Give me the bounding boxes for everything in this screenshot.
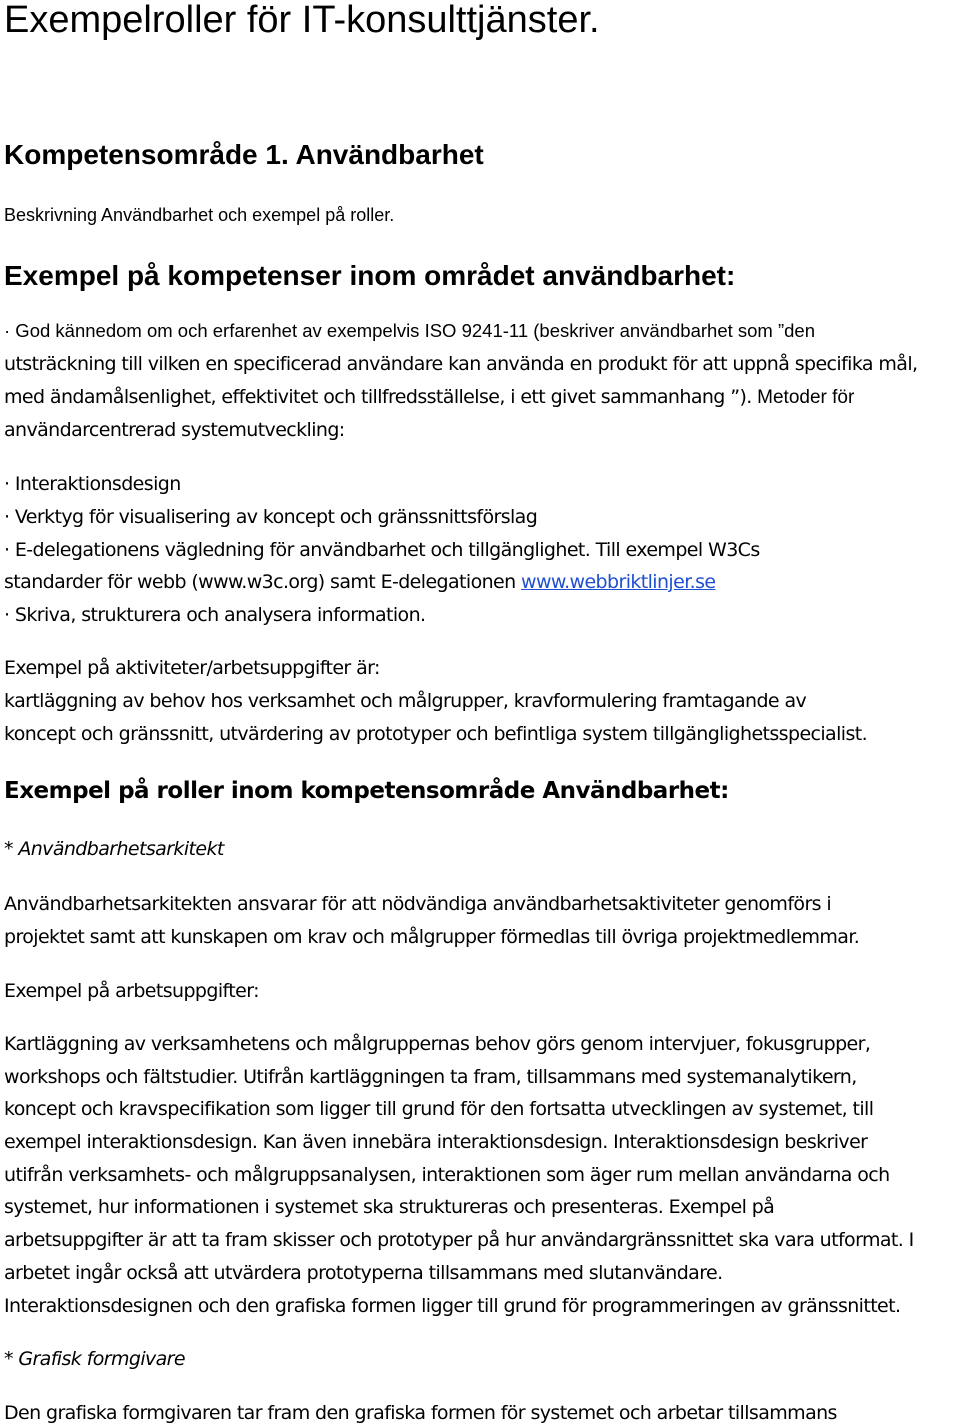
paragraph-line bbox=[4, 385, 854, 411]
tasks-line: exempel interaktionsdesign. Kan även innebära interaktionsdesign. Interaktionsdesign beskriver bbox=[4, 1131, 868, 1153]
role-description-line: projektet samt att kunskapen om krav och målgrupper förmedlas till övriga projektmedlemmar. bbox=[4, 926, 860, 948]
bullet-text: standarder för webb (www.w3c.org) samt E-delegationen bbox=[4, 571, 522, 593]
activities-heading: Exempel på aktiviteter/arbetsuppgifter är: bbox=[4, 657, 380, 679]
tasks-line: arbetet ingår också att utvärdera prototyperna tillsammans med slutanvändare. bbox=[4, 1262, 723, 1284]
tasks-line: Kartläggning av verksamhetens och målgruppernas behov görs genom intervjuer, fokusgrupper, bbox=[4, 1033, 871, 1055]
activities-line: koncept och gränssnitt, utvärdering av prototyper och befintliga system tillgänglighetsspecialist. bbox=[4, 723, 868, 745]
tasks-line: arbetsuppgifter är att ta fram skisser och prototyper på hur användargränssnittet ska vara utformat. I bbox=[4, 1229, 914, 1251]
tasks-line: systemet, hur informationen i systemet ska struktureras och presenteras. Exempel på bbox=[4, 1196, 775, 1218]
activities-line: kartläggning av behov hos verksamhet och målgrupper, kravformulering framtagande av bbox=[4, 690, 807, 712]
document-title: Exempelroller för IT-konsulttjänster. bbox=[4, 0, 600, 41]
paragraph-text: Metoder för bbox=[757, 387, 855, 408]
tasks-heading: Exempel på arbetsuppgifter: bbox=[4, 980, 259, 1002]
tasks-line: koncept och kravspecifikation som ligger till grund för den fortsatta utvecklingen av systemet, till bbox=[4, 1098, 874, 1120]
bullet-item: · Skriva, strukturera och analysera information. bbox=[4, 604, 426, 626]
paragraph-line: användarcentrerad systemutveckling: bbox=[4, 419, 345, 441]
paragraph-line: · God kännedom om och erfarenhet av exempelvis ISO 9241-11 (beskriver användbarhet som ”den bbox=[4, 320, 816, 341]
competence-heading: Exempel på kompetenser inom området användbarhet: bbox=[4, 260, 736, 291]
role-name: * Användbarhetsarkitekt bbox=[4, 838, 224, 860]
section-heading: Kompetensområde 1. Användbarhet bbox=[4, 139, 484, 170]
bullet-item: · Verktyg för visualisering av koncept och gränssnittsförslag bbox=[4, 506, 538, 528]
paragraph-line: utsträckning till vilken en specificerad användare kan använda en produkt för att uppnå specifika mål, bbox=[4, 353, 918, 375]
roles-heading: Exempel på roller inom kompetensområde Användbarhet: bbox=[4, 778, 729, 804]
bullet-item-continued bbox=[4, 570, 716, 594]
role-description-line: Den grafiska formgivaren tar fram den grafiska formen för systemet och arbetar tillsammans bbox=[4, 1402, 837, 1424]
section-description: Beskrivning Användbarhet och exempel på roller. bbox=[4, 205, 395, 225]
tasks-line: workshops och fältstudier. Utifrån kartläggningen ta fram, tillsammans med systemanalytikern, bbox=[4, 1066, 857, 1088]
bullet-item: · E-delegationens vägledning för användbarhet och tillgänglighet. Till exempel W3Cs bbox=[4, 539, 760, 561]
role-name: * Grafisk formgivare bbox=[4, 1348, 185, 1370]
webbriktlinjer-link[interactable]: www.webbriktlinjer.se bbox=[521, 571, 716, 593]
bullet-item: · Interaktionsdesign bbox=[4, 473, 181, 495]
paragraph-text: med ändamålsenlighet, effektivitet och tillfredsställelse, i ett givet sammanhang ”). bbox=[4, 386, 758, 408]
tasks-line: utifrån verksamhets- och målgruppsanalysen, interaktionen som äger rum mellan användarna och bbox=[4, 1164, 890, 1186]
role-description-line: Användbarhetsarkitekten ansvarar för att nödvändiga användbarhetsaktiviteter genomförs i bbox=[4, 893, 832, 915]
tasks-line: Interaktionsdesignen och den grafiska formen ligger till grund för programmeringen av gränssnittet. bbox=[4, 1295, 901, 1317]
